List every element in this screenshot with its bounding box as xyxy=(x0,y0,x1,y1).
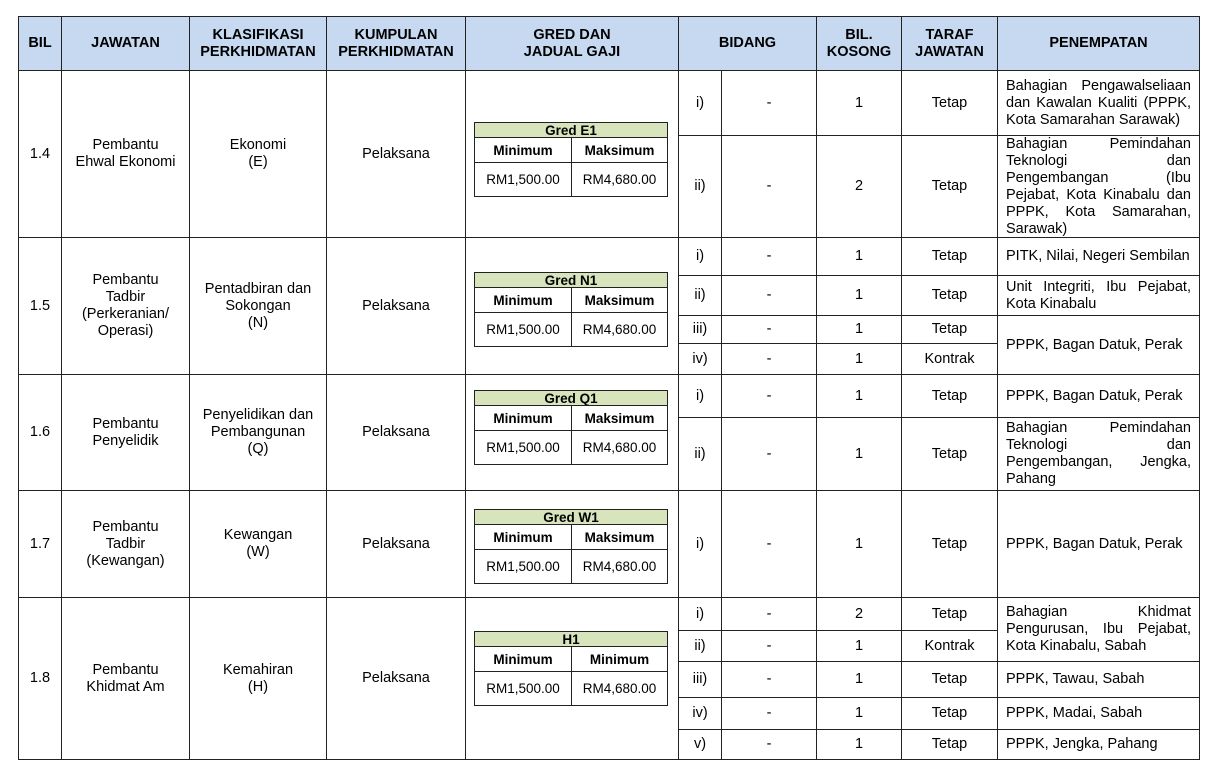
sub-bil-kosong-text: 1 xyxy=(854,94,864,111)
grade-max-value-text: RM4,680.00 xyxy=(582,322,657,337)
sub-taraf xyxy=(901,729,998,760)
row-klasifikasi xyxy=(189,490,327,598)
row-kumpulan xyxy=(326,374,466,491)
header-bil-text: BIL xyxy=(28,35,52,51)
header-jawatan-text: JAWATAN xyxy=(91,35,160,51)
sub-bidang-text: - xyxy=(766,535,772,552)
sub-bil-kosong xyxy=(816,275,902,316)
sub-penempatan xyxy=(997,417,1200,491)
header-gred xyxy=(465,16,679,71)
sub-bidang xyxy=(721,275,817,316)
sub-penempatan-text: PPPK, Madai, Sabah xyxy=(1006,705,1143,721)
sub-bidang xyxy=(721,697,817,730)
sub-number-text: i) xyxy=(695,535,705,552)
grade-col-min-label-text: Minimum xyxy=(493,142,553,158)
sub-taraf xyxy=(901,597,998,631)
grade-max-value-text: RM4,680.00 xyxy=(582,172,657,187)
sub-number xyxy=(678,237,722,276)
sub-penempatan-text: Bahagian Pemindahan Teknologi dan Pengembangan, Jengka, Pahang xyxy=(1006,420,1191,487)
grade-col-max-label xyxy=(571,524,668,550)
grade-col-min-label xyxy=(474,646,572,672)
sub-number xyxy=(678,630,722,662)
sub-bidang-text: - xyxy=(766,178,772,194)
sub-penempatan-text: PITK, Nilai, Negeri Sembilan xyxy=(1006,248,1190,264)
sub-bidang-text: - xyxy=(766,94,772,111)
header-kumpulan xyxy=(326,16,466,71)
grade-min-value-text: RM1,500.00 xyxy=(486,172,560,187)
sub-bil-kosong xyxy=(816,315,902,344)
sub-bil-kosong xyxy=(816,374,902,418)
sub-bil-kosong-text: 1 xyxy=(854,248,864,264)
row-jawatan xyxy=(61,374,190,491)
sub-penempatan xyxy=(997,374,1200,418)
sub-bil-kosong xyxy=(816,697,902,730)
sub-bil-kosong xyxy=(816,343,902,375)
grade-col-max-label xyxy=(571,405,668,431)
sub-penempatan-text: Bahagian Pengawalseliaan dan Kawalan Kualiti (PPPK, Kota Samarahan Sarawak) xyxy=(1006,77,1191,128)
grade-col-min-label-text: Minimum xyxy=(493,410,553,426)
row-jawatan-text: Pembantu Khidmat Am xyxy=(86,661,165,695)
sub-number-text: iii) xyxy=(692,321,708,337)
grade-col-max-label-text: Maksimum xyxy=(584,410,655,426)
sub-number xyxy=(678,343,722,375)
sub-bidang-text: - xyxy=(766,637,772,654)
row-kumpulan-text: Pelaksana xyxy=(362,297,430,314)
sub-penempatan xyxy=(997,237,1200,276)
merged-penempatan xyxy=(997,315,1200,375)
header-bidang-text: BIDANG xyxy=(718,35,777,51)
sub-bidang xyxy=(721,729,817,760)
sub-taraf-text: Tetap xyxy=(931,387,968,404)
sub-number xyxy=(678,70,722,136)
grade-max-value-text: RM4,680.00 xyxy=(582,681,657,696)
sub-bidang-text: - xyxy=(766,736,772,752)
sub-number-text: ii) xyxy=(694,445,706,462)
sub-taraf-text: Tetap xyxy=(931,705,968,721)
sub-taraf-text: Kontrak xyxy=(924,350,975,367)
grade-title-text: Gred E1 xyxy=(545,122,597,138)
sub-bidang-text: - xyxy=(766,445,772,462)
sub-bidang-text: - xyxy=(766,248,772,264)
sub-number-text: i) xyxy=(695,387,705,404)
grade-min-value-text: RM1,500.00 xyxy=(486,559,560,574)
sub-bil-kosong-text: 1 xyxy=(854,705,864,721)
merged-penempatan xyxy=(997,597,1200,662)
header-jawatan xyxy=(61,16,190,71)
header-gred-text: GRED DAN JADUAL GAJI xyxy=(523,26,621,60)
row-jawatan xyxy=(61,70,190,238)
sub-number xyxy=(678,490,722,598)
sub-bidang xyxy=(721,597,817,631)
header-penempatan-text: PENEMPATAN xyxy=(1049,35,1148,51)
row-bil-text: 1.5 xyxy=(29,297,51,314)
sub-taraf xyxy=(901,135,998,238)
row-bil xyxy=(18,70,62,238)
sub-taraf xyxy=(901,237,998,276)
sub-number xyxy=(678,697,722,730)
sub-taraf xyxy=(901,490,998,598)
sub-number xyxy=(678,275,722,316)
row-jawatan-text: Pembantu Tadbir (Perkeranian/ Operasi) xyxy=(81,272,170,339)
grade-title xyxy=(474,631,668,647)
sub-number xyxy=(678,729,722,760)
grade-col-max-label xyxy=(571,646,668,672)
sub-bidang-text: - xyxy=(766,350,772,367)
header-kumpulan-text: KUMPULAN PERKHIDMATAN xyxy=(338,26,454,60)
sub-bil-kosong-text: 1 xyxy=(854,535,864,552)
grade-min-value xyxy=(474,549,572,584)
sub-bil-kosong xyxy=(816,237,902,276)
grade-max-value xyxy=(571,430,668,465)
grade-col-min-label-text: Minimum xyxy=(493,529,553,545)
sub-bidang xyxy=(721,237,817,276)
row-kumpulan xyxy=(326,597,466,760)
sub-taraf xyxy=(901,630,998,662)
sub-penempatan xyxy=(997,135,1200,238)
grade-title xyxy=(474,390,668,406)
sub-number-text: iv) xyxy=(692,705,708,721)
sub-taraf-text: Tetap xyxy=(931,287,968,303)
sub-number-text: iii) xyxy=(692,671,708,687)
grade-min-value xyxy=(474,671,572,706)
grade-max-value xyxy=(571,549,668,584)
sub-bil-kosong xyxy=(816,417,902,491)
grade-col-max-label xyxy=(571,137,668,163)
grade-min-value-text: RM1,500.00 xyxy=(486,440,560,455)
row-kumpulan-text: Pelaksana xyxy=(362,670,430,686)
row-kumpulan-text: Pelaksana xyxy=(362,424,430,440)
sub-bil-kosong-text: 1 xyxy=(854,445,864,462)
grade-min-value-text: RM1,500.00 xyxy=(486,322,560,337)
sub-taraf xyxy=(901,661,998,698)
sub-bil-kosong xyxy=(816,630,902,662)
sub-taraf xyxy=(901,315,998,344)
row-klasifikasi-text: Kewangan (W) xyxy=(223,527,293,560)
row-kumpulan xyxy=(326,490,466,598)
sub-number-text: v) xyxy=(693,736,707,752)
header-taraf-text: TARAF JAWATAN xyxy=(915,26,984,60)
sub-bidang xyxy=(721,661,817,698)
row-kumpulan xyxy=(326,70,466,238)
sub-number xyxy=(678,135,722,238)
sub-taraf-text: Tetap xyxy=(931,736,968,752)
grade-col-max-label-text: Minimum xyxy=(589,651,650,667)
sub-penempatan xyxy=(997,275,1200,316)
row-bil xyxy=(18,237,62,375)
sub-bidang xyxy=(721,315,817,344)
sub-number xyxy=(678,417,722,491)
grade-col-max-label xyxy=(571,287,668,313)
sub-penempatan xyxy=(997,697,1200,730)
row-klasifikasi-text: Penyelidikan dan Pembangunan (Q) xyxy=(202,407,314,457)
sub-bil-kosong xyxy=(816,135,902,238)
sub-bil-kosong-text: 1 xyxy=(854,350,864,367)
sub-taraf-text: Tetap xyxy=(931,248,968,264)
sub-number-text: ii) xyxy=(694,637,706,654)
row-jawatan-text: Pembantu Penyelidik xyxy=(92,415,159,449)
row-klasifikasi-text: Ekonomi (E) xyxy=(229,137,287,170)
sub-taraf xyxy=(901,417,998,491)
sub-bil-kosong-text: 1 xyxy=(854,387,864,404)
sub-taraf-text: Tetap xyxy=(931,605,968,622)
sub-taraf xyxy=(901,343,998,375)
sub-bidang xyxy=(721,490,817,598)
grade-col-max-label-text: Maksimum xyxy=(584,529,655,545)
grade-max-value xyxy=(571,671,668,706)
sub-number-text: i) xyxy=(695,605,705,622)
sub-taraf xyxy=(901,374,998,418)
grade-min-value-text: RM1,500.00 xyxy=(486,681,560,696)
row-bil-text: 1.8 xyxy=(29,670,51,686)
sub-bil-kosong-text: 1 xyxy=(854,736,864,752)
row-bil-text: 1.4 xyxy=(29,145,51,162)
grade-min-value xyxy=(474,162,572,197)
sub-bidang xyxy=(721,630,817,662)
sub-bil-kosong-text: 1 xyxy=(854,321,864,337)
grade-title xyxy=(474,272,668,288)
sub-penempatan xyxy=(997,661,1200,698)
sub-penempatan-text: PPPK, Bagan Datuk, Perak xyxy=(1006,535,1183,552)
grade-title xyxy=(474,509,668,525)
sub-penempatan-text: PPPK, Jengka, Pahang xyxy=(1006,736,1158,752)
grade-col-min-label xyxy=(474,524,572,550)
sub-bidang-text: - xyxy=(766,387,772,404)
row-jawatan-text: Pembantu Tadbir (Kewangan) xyxy=(86,518,165,569)
sub-bil-kosong xyxy=(816,597,902,631)
sub-bil-kosong-text: 1 xyxy=(854,637,864,654)
sub-number xyxy=(678,661,722,698)
sub-number xyxy=(678,315,722,344)
sub-taraf xyxy=(901,70,998,136)
row-klasifikasi xyxy=(189,597,327,760)
sub-bidang-text: - xyxy=(766,321,772,337)
sub-bil-kosong-text: 2 xyxy=(854,605,864,622)
row-bil-text: 1.6 xyxy=(29,424,51,440)
sub-number-text: iv) xyxy=(692,350,708,367)
grade-title-text: Gred N1 xyxy=(544,272,598,288)
row-klasifikasi-text: Kemahiran (H) xyxy=(222,661,294,695)
grade-title-text: Gred Q1 xyxy=(544,390,598,406)
row-jawatan-text: Pembantu Ehwal Ekonomi xyxy=(75,137,176,170)
grade-col-min-label-text: Minimum xyxy=(493,651,553,667)
sub-penempatan xyxy=(997,490,1200,598)
grade-max-value xyxy=(571,162,668,197)
header-bil xyxy=(18,16,62,71)
row-kumpulan-text: Pelaksana xyxy=(362,535,430,552)
sub-taraf xyxy=(901,697,998,730)
sub-bil-kosong-text: 1 xyxy=(854,287,864,303)
sub-taraf-text: Tetap xyxy=(931,535,968,552)
grade-max-value-text: RM4,680.00 xyxy=(582,440,657,455)
grade-col-min-label xyxy=(474,137,572,163)
sub-bidang xyxy=(721,135,817,238)
sub-taraf-text: Kontrak xyxy=(924,637,975,654)
header-klasifikasi xyxy=(189,16,327,71)
row-jawatan xyxy=(61,597,190,760)
row-bil xyxy=(18,490,62,598)
header-bil-kosong xyxy=(816,16,902,71)
grade-col-min-label-text: Minimum xyxy=(493,292,553,308)
row-klasifikasi-text: Pentadbiran dan Sokongan (N) xyxy=(204,280,312,331)
row-bil xyxy=(18,597,62,760)
row-klasifikasi xyxy=(189,70,327,238)
grade-col-min-label xyxy=(474,405,572,431)
header-klasifikasi-text: KLASIFIKASI PERKHIDMATAN xyxy=(200,26,316,60)
grade-title-text: Gred W1 xyxy=(543,509,599,525)
sub-penempatan-text: Bahagian Pemindahan Teknologi dan Pengembangan (Ibu Pejabat, Kota Kinabalu dan PPPK, Kota Samarahan, Sarawak) xyxy=(1006,135,1191,237)
header-bil-kosong-text: BIL. KOSONG xyxy=(826,26,892,60)
sub-number xyxy=(678,597,722,631)
grade-max-value-text: RM4,680.00 xyxy=(582,559,657,574)
sub-penempatan-text: PPPK, Tawau, Sabah xyxy=(1006,671,1145,687)
grade-col-max-label-text: Maksimum xyxy=(584,292,655,308)
grade-max-value xyxy=(571,312,668,347)
grade-title xyxy=(474,122,668,138)
row-kumpulan-text: Pelaksana xyxy=(362,145,430,162)
row-bil-text: 1.7 xyxy=(29,535,51,552)
header-taraf xyxy=(901,16,998,71)
header-penempatan xyxy=(997,16,1200,71)
grade-min-value xyxy=(474,430,572,465)
sub-penempatan xyxy=(997,729,1200,760)
sub-taraf-text: Tetap xyxy=(931,321,968,337)
grade-col-min-label xyxy=(474,287,572,313)
sub-bidang-text: - xyxy=(766,671,772,687)
sub-bil-kosong xyxy=(816,729,902,760)
sub-bil-kosong-text: 1 xyxy=(854,671,864,687)
sub-taraf-text: Tetap xyxy=(931,94,968,111)
grade-title-text: H1 xyxy=(562,631,580,647)
merged-penempatan-text: Bahagian Khidmat Pengurusan, Ibu Pejabat, Kota Kinabalu, Sabah xyxy=(1006,604,1191,654)
sub-bidang-text: - xyxy=(766,605,772,622)
sub-taraf-text: Tetap xyxy=(931,178,968,194)
sub-number-text: i) xyxy=(695,94,705,111)
sub-bil-kosong xyxy=(816,70,902,136)
merged-penempatan-text: PPPK, Bagan Datuk, Perak xyxy=(1006,336,1183,353)
sub-taraf-text: Tetap xyxy=(931,671,968,687)
sub-bidang xyxy=(721,343,817,375)
sub-bidang-text: - xyxy=(766,287,772,303)
sub-penempatan xyxy=(997,70,1200,136)
row-kumpulan xyxy=(326,237,466,375)
sub-taraf xyxy=(901,275,998,316)
sub-penempatan-text: Unit Integriti, Ibu Pejabat, Kota Kinabalu xyxy=(1006,278,1191,312)
sub-penempatan-text: PPPK, Bagan Datuk, Perak xyxy=(1006,387,1183,404)
row-jawatan xyxy=(61,237,190,375)
sub-bil-kosong-text: 2 xyxy=(854,178,864,194)
sub-bidang xyxy=(721,374,817,418)
sub-number xyxy=(678,374,722,418)
sub-bil-kosong xyxy=(816,661,902,698)
sub-bidang xyxy=(721,417,817,491)
sub-bidang xyxy=(721,70,817,136)
row-klasifikasi xyxy=(189,237,327,375)
grade-col-max-label-text: Maksimum xyxy=(584,142,655,158)
header-bidang xyxy=(678,16,817,71)
grade-min-value xyxy=(474,312,572,347)
sub-number-text: ii) xyxy=(694,178,706,194)
sub-bidang-text: - xyxy=(766,705,772,721)
row-bil xyxy=(18,374,62,491)
sub-number-text: ii) xyxy=(694,287,706,303)
sub-number-text: i) xyxy=(695,248,705,264)
row-jawatan xyxy=(61,490,190,598)
row-klasifikasi xyxy=(189,374,327,491)
sub-bil-kosong xyxy=(816,490,902,598)
sub-taraf-text: Tetap xyxy=(931,445,968,462)
